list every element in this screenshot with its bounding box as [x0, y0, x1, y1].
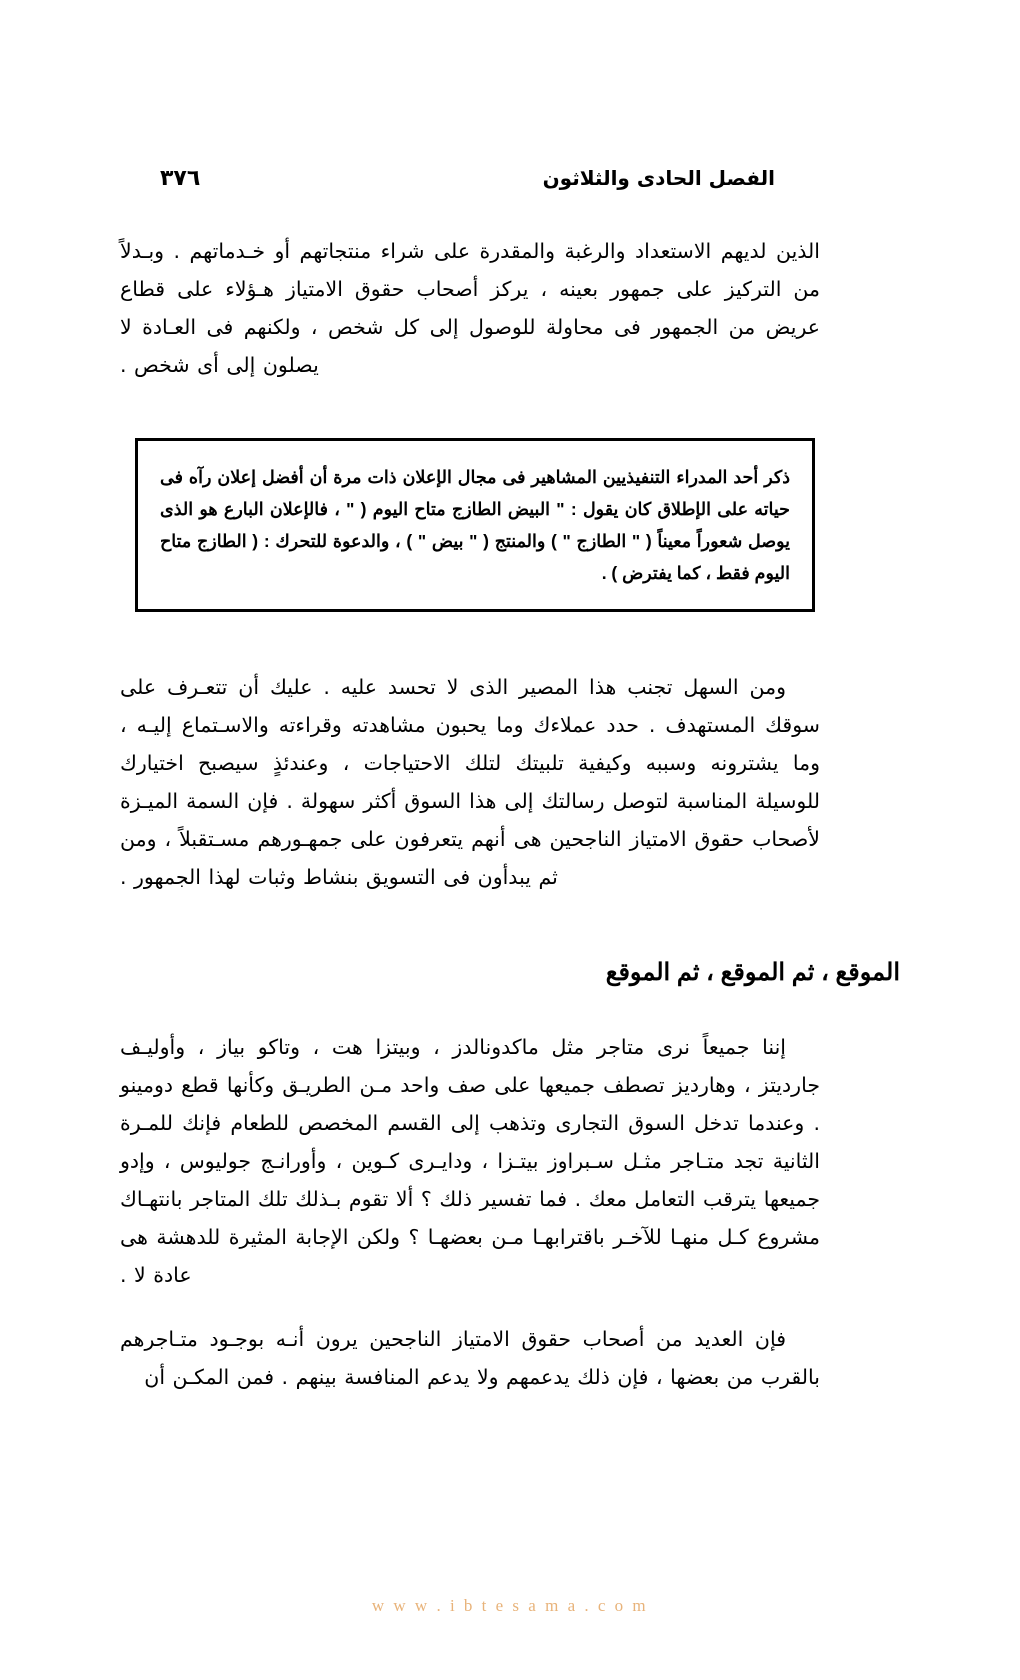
site-watermark: w w w . i b t e s a m a . c o m: [371, 1596, 649, 1615]
body-paragraph-2: [120, 668, 820, 896]
body-paragraph-4: [120, 1320, 820, 1396]
chapter-title: الفصل الحادى والثلاثون: [542, 166, 775, 190]
paragraph-text: فإن العديد من أصحاب حقوق الامتياز الناجحين يرون أنـه بوجـود متـاجرهم بالقرب من بعضها ، فإن ذلك يدعمهم ولا يدعم المنافسة بينهم . فمن المكـن أن: [120, 1327, 820, 1389]
page-number: ٣٧٦: [160, 165, 201, 191]
body-paragraph-1: [120, 232, 820, 384]
section-heading: الموقع ، ثم الموقع ، ثم الموقع: [605, 959, 900, 986]
paragraph-text: الذين لديهم الاستعداد والرغبة والمقدرة على شراء منتجاتهم أو خـدماتهم . وبـدلاً من التركيز على جمهور بعينه ، يركز أصحاب حقوق الامتياز هـؤلاء على قطاع عريض من الجمهور فى محاولة للوصول إلى كل شخص ، ولكنهم فى العـادة لا يصلون إلى أى شخص .: [120, 239, 820, 377]
paragraph-text: إننا جميعاً نرى متاجر مثل ماكدونالدز ، وبيتزا هت ، وتاكو بياز ، وأوليـف جارديتز ، وهارديز تصطف جميعها على صف واحد مـن الطريـق وكأنها قطع دومينو . وعندما تدخل السوق التجارى وتذهب إلى القسم المخصص للطعام فإنك للمـرة الثانية تجد متـاجر مثـل سـبراوز بيتـزا ، ودايـرى كـوين ، وأورانـج جوليوس ، وإدو جميعها يترقب التعامل معك . فما تفسير ذلك ؟ ألا تقوم بـذلك تلك المتاجر بانتهـاك مشروع كـل منهـا للآخـر باقترابهـا مـن بعضهـا ؟ ولكن الإجابة المثيرة للدهشة هى عادة لا .: [120, 1035, 820, 1287]
running-head: [120, 158, 900, 198]
paragraph-text: ومن السهل تجنب هذا المصير الذى لا تحسد عليه . عليك أن تتعـرف على سوقك المستهدف . حدد عملاءك وما يحبون مشاهدته وقراءته والاسـتماع إليـه ، وما يشترونه وسببه وكيفية تلبيتك لتلك الاحتياجات ، وعندئذٍ سيصبح اختيارك للوسيلة المناسبة لتوصل رسالتك إلى هذا السوق أكثر سهولة . فإن السمة الميـزة لأصحاب حقوق الامتياز الناجحين هى أنهم يتعرفون على جمهـورهم مسـتقبلاً ، ومن ثم يبدأون فى التسويق بنشاط وثبات لهذا الجمهور .: [120, 675, 820, 889]
callout-text: ذكر أحد المدراء التنفيذيين المشاهير فى مجال الإعلان ذات مرة أن أفضل إعلان رآه فى حياته على الإطلاق كان يقول : " البيض الطازج متاح اليوم ( " ، فالإعلان البارع هو الذى يوصل شعوراً معيناً ( " الطازج " ) والمنتج ( " بيض " ) ، والدعوة للتحرك : ( الطازج متاح اليوم فقط ، كما يفترض ) .: [160, 467, 790, 583]
body-paragraph-3: [120, 1028, 820, 1294]
callout-box: [135, 438, 815, 612]
